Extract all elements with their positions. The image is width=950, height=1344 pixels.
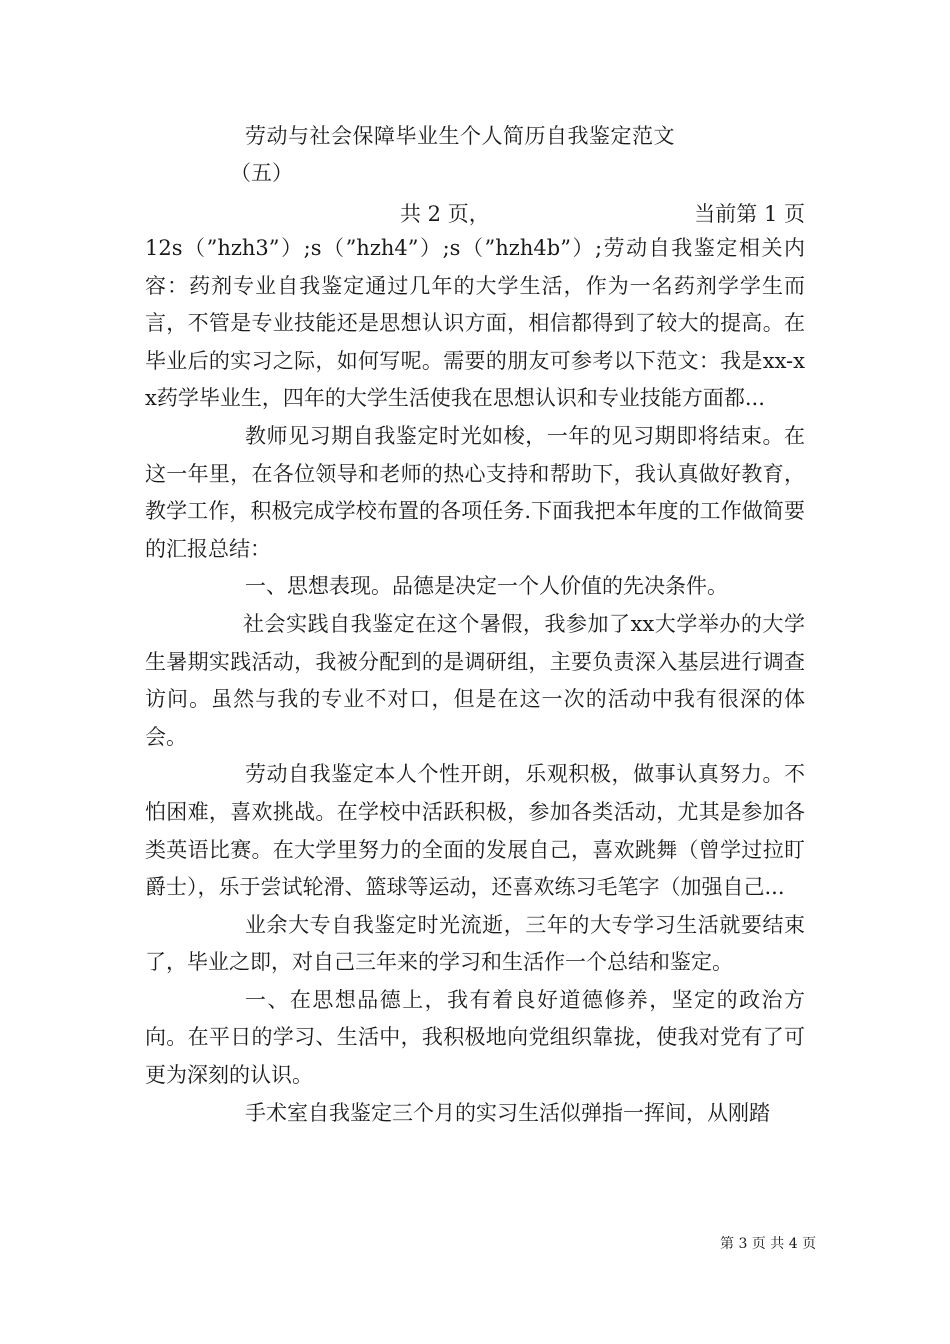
document-subtitle: （五） — [230, 161, 293, 185]
paragraph: 一、思想表现。品德是决定一个人价值的先决条件。 — [245, 574, 728, 599]
page-total: 共 2 页， — [400, 202, 490, 226]
page-current: 当前第 1 页 — [694, 202, 805, 226]
page-footer: 第 3 页 共 4 页 — [720, 1236, 817, 1252]
paragraph: 12s（”hzh3”）;s（”hzh4”）;s（”hzh4b”）;劳动自我鉴定相关内容：药剂专业自我鉴定通过几年的大学生活，作为一名药剂学学生而言，不管是专业技能还是思想认识方面，相信都得到了较大的提高。在毕业后的实习之际，如何写呢。需要的朋友可参考以下范文：我是xx-xx药学毕业生，四年的大学生活使我在思想认识和专业技能方面都... — [145, 236, 805, 411]
document-body — [145, 230, 805, 1132]
page-indicator — [400, 198, 805, 228]
document-title: 劳动与社会保障毕业生个人简历自我鉴定范文 — [245, 124, 675, 148]
paragraph: 教师见习期自我鉴定时光如梭，一年的见习期即将结束。在这一年里，在各位领导和老师的热心支持和帮助下，我认真做好教育，教学工作，积极完成学校布置的各项任务.下面我把本年度的工作做简要的汇报总结： — [145, 423, 805, 561]
paragraph: 社会实践自我鉴定在这个暑假，我参加了xx大学举办的大学生暑期实践活动，我被分配到的是调研组，主要负责深入基层进行调查访问。虽然与我的专业不对口，但是在这一次的活动中我有很深的体会。 — [145, 611, 805, 749]
paragraph: 手术室自我鉴定三个月的实习生活似弹指一挥间，从刚踏 — [245, 1100, 770, 1125]
paragraph: 业余大专自我鉴定时光流逝，三年的大专学习生活就要结束了，毕业之即，对自己三年来的学习和生活作一个总结和鉴定。 — [145, 912, 805, 975]
paragraph: 一、在思想品德上，我有着良好道德修养，坚定的政治方向。在平日的学习、生活中，我积极地向党组织靠拢，使我对党有了可更为深刻的认识。 — [145, 987, 805, 1088]
paragraph: 劳动自我鉴定本人个性开朗，乐观积极，做事认真努力。不怕困难，喜欢挑战。在学校中活跃积极，参加各类活动，尤其是参加各类英语比赛。在大学里努力的全面的发展自己，喜欢跳舞（曾学过拉盯爵士），乐于尝试轮滑、篮球等运动，还喜欢练习毛笔字（加强自己... — [145, 762, 805, 900]
